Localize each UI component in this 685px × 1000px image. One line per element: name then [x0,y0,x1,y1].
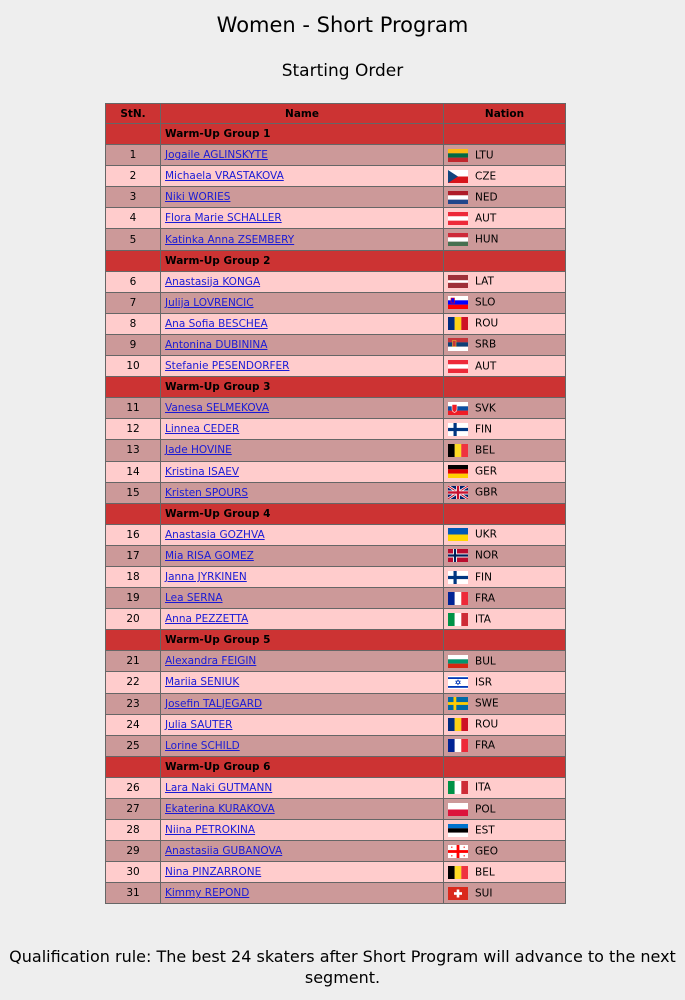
skater-name-cell [161,693,444,714]
nor-flag-icon [448,549,468,562]
nation-code: ITA [475,613,491,626]
nation-code: SUI [475,887,493,900]
table-row [106,693,566,714]
header-stn: StN. [106,104,161,124]
skater-name-link[interactable]: Janna JYRKINEN [165,571,247,584]
group-label: Warm-Up Group 3 [161,377,444,398]
table-row [106,292,566,313]
starting-number: 7 [106,292,161,313]
skater-name-link[interactable]: Niina PETROKINA [165,824,256,837]
skater-name-cell [161,292,444,313]
table-row [106,145,566,166]
skater-name-link[interactable]: Antonina DUBININA [165,338,268,351]
skater-name-cell [161,799,444,820]
table-row [106,566,566,587]
geo-flag-icon [448,845,468,858]
fin-flag-icon [448,423,468,436]
nation-cell [444,566,566,587]
nation-cell [444,777,566,798]
table-row [106,820,566,841]
skater-name-link[interactable]: Ana Sofia BESCHEA [165,317,268,330]
starting-number: 10 [106,356,161,377]
group-label: Warm-Up Group 6 [161,756,444,777]
skater-name-link[interactable]: Nina PINZARRONE [165,866,262,879]
skater-name-link[interactable]: Lea SERNA [165,592,223,605]
nation-code: GER [475,465,498,478]
skater-name-link[interactable]: Katinka Anna ZSEMBERY [165,233,295,246]
group-spacer-cell [106,124,161,145]
srb-flag-icon [448,338,468,351]
skater-name-link[interactable]: Michaela VRASTAKOVA [165,170,284,183]
skater-name-link[interactable]: Stefanie PESENDORFER [165,360,290,373]
starting-number: 24 [106,714,161,735]
nation-cell [444,187,566,208]
skater-name-cell [161,588,444,609]
nation-cell [444,166,566,187]
starting-number: 29 [106,841,161,862]
starting-number: 20 [106,609,161,630]
starting-number: 6 [106,271,161,292]
lat-flag-icon [448,275,468,288]
skater-name-cell [161,777,444,798]
nation-code: SWE [475,697,499,710]
table-row [106,672,566,693]
nation-code: FRA [475,739,496,752]
ita-flag-icon [448,613,468,626]
nation-cell [444,356,566,377]
nation-code: EST [475,824,495,837]
nation-code: SLO [475,296,496,309]
skater-name-cell [161,735,444,756]
nation-cell [444,651,566,672]
skater-name-cell [161,609,444,630]
skater-name-cell [161,482,444,503]
nation-cell [444,693,566,714]
skater-name-link[interactable]: Jade HOVINE [165,444,232,457]
skater-name-cell [161,208,444,229]
fra-flag-icon [448,739,468,752]
skater-name-link[interactable]: Kristina ISAEV [165,465,240,478]
nation-cell [444,313,566,334]
nation-cell [444,735,566,756]
nation-code: AUT [475,212,497,225]
starting-number: 12 [106,419,161,440]
skater-name-cell [161,166,444,187]
group-spacer-cell [444,124,566,145]
nation-cell [444,672,566,693]
slo-flag-icon [448,296,468,309]
starting-number: 27 [106,799,161,820]
group-spacer-cell [444,630,566,651]
warmup-group-row [106,377,566,398]
fin-flag-icon [448,571,468,584]
table-row [106,356,566,377]
nation-cell [444,482,566,503]
nation-cell [444,271,566,292]
starting-number: 9 [106,334,161,355]
nation-code: GBR [475,486,498,499]
nation-code: ITA [475,781,491,794]
skater-name-link[interactable]: Jogaile AGLINSKYTE [165,149,268,162]
bel-flag-icon [448,444,468,457]
skater-name-cell [161,419,444,440]
nation-cell [444,440,566,461]
table-row [106,588,566,609]
skater-name-cell [161,651,444,672]
skater-name-cell [161,883,444,904]
table-row [106,313,566,334]
nation-cell [444,799,566,820]
table-row [106,862,566,883]
bel-flag-icon [448,866,468,879]
starting-number: 25 [106,735,161,756]
skater-name-cell [161,545,444,566]
group-spacer-cell [444,377,566,398]
group-spacer-cell [106,630,161,651]
nation-cell [444,609,566,630]
skater-name-link[interactable]: Anastasiia GUBANOVA [165,845,283,858]
table-row [106,841,566,862]
aut-flag-icon [448,360,468,373]
header-name: Name [161,104,444,124]
table-body [106,124,566,904]
nation-cell [444,229,566,250]
skater-name-link[interactable]: Josefin TALJEGARD [165,697,263,710]
skater-name-cell [161,672,444,693]
warmup-group-row [106,503,566,524]
skater-name-link[interactable]: Linnea CEDER [165,423,240,436]
skater-name-cell [161,714,444,735]
skater-name-link[interactable]: Anna PEZZETTA [165,613,249,626]
cze-flag-icon [448,170,468,183]
skater-name-link[interactable]: Lara Naki GUTMANN [165,781,273,794]
group-label: Warm-Up Group 1 [161,124,444,145]
nation-code: ROU [475,317,499,330]
rou-flag-icon [448,718,468,731]
starting-number: 3 [106,187,161,208]
skater-name-cell [161,398,444,419]
isr-flag-icon [448,676,468,689]
skater-name-cell [161,187,444,208]
starting-number: 21 [106,651,161,672]
header-nation: Nation [444,104,566,124]
skater-name-cell [161,820,444,841]
starting-number: 30 [106,862,161,883]
starting-number: 17 [106,545,161,566]
page-title: Women - Short Program [216,13,469,37]
skater-name-link[interactable]: Mariia SENIUK [165,676,240,689]
skater-name-cell [161,334,444,355]
starting-number: 18 [106,566,161,587]
nation-cell [444,461,566,482]
nation-code: SVK [475,402,496,415]
nation-code: FIN [475,423,492,436]
nation-cell [444,588,566,609]
nation-cell [444,524,566,545]
group-label: Warm-Up Group 4 [161,503,444,524]
swe-flag-icon [448,697,468,710]
skater-name-cell [161,229,444,250]
nation-code: ROU [475,718,499,731]
skater-name-link[interactable]: Flora Marie SCHALLER [165,212,282,225]
skater-name-cell [161,440,444,461]
svk-flag-icon [448,402,468,415]
aut-flag-icon [448,212,468,225]
group-label: Warm-Up Group 5 [161,630,444,651]
skater-name-link[interactable]: Niki WORIES [165,191,231,204]
skater-name-link[interactable]: Anastasija KONGA [165,275,261,288]
starting-number: 23 [106,693,161,714]
hun-flag-icon [448,233,468,246]
nation-cell [444,714,566,735]
nation-code: BUL [475,655,496,668]
starting-number: 1 [106,145,161,166]
table-row [106,735,566,756]
nation-code: NOR [475,549,499,562]
skater-name-cell [161,356,444,377]
table-row [106,271,566,292]
skater-name-cell [161,145,444,166]
page-subtitle: Starting Order [281,61,404,81]
skater-name-link[interactable]: Vanesa SELMEKOVA [165,402,270,415]
nation-code: CZE [475,170,497,183]
table-row [106,461,566,482]
starting-number: 5 [106,229,161,250]
nation-cell [444,820,566,841]
starting-number: 26 [106,777,161,798]
ger-flag-icon [448,465,468,478]
table-row [106,777,566,798]
pol-flag-icon [448,803,468,816]
nation-cell [444,208,566,229]
ltu-flag-icon [448,149,468,162]
skater-name-cell [161,461,444,482]
table-row [106,208,566,229]
nation-code: FIN [475,571,492,584]
nation-cell [444,398,566,419]
skater-name-link[interactable]: Ekaterina KURAKOVA [165,803,275,816]
nation-code: HUN [475,233,499,246]
starting-number: 4 [106,208,161,229]
table-row [106,651,566,672]
nation-cell [444,883,566,904]
group-label: Warm-Up Group 2 [161,250,444,271]
group-spacer-cell [106,250,161,271]
skater-name-link[interactable]: Mia RISA GOMEZ [165,549,254,562]
skater-name-cell [161,524,444,545]
skater-name-link[interactable]: Anastasia GOZHVA [165,528,265,541]
skater-name-link[interactable]: Kimmy REPOND [165,887,250,900]
table-header-row [106,104,566,124]
nation-code: NED [475,191,498,204]
table-row [106,440,566,461]
nation-cell [444,862,566,883]
nation-cell [444,334,566,355]
group-spacer-cell [444,250,566,271]
ita-flag-icon [448,781,468,794]
nation-code: LTU [475,149,494,162]
skater-name-cell [161,271,444,292]
nation-cell [444,841,566,862]
starting-number: 14 [106,461,161,482]
group-spacer-cell [106,503,161,524]
skater-name-cell [161,841,444,862]
skater-name-link[interactable]: Julija LOVRENCIC [165,296,254,309]
starting-number: 2 [106,166,161,187]
skater-name-cell [161,313,444,334]
qualification-rule: Qualification rule: The best 24 skaters after Short Program will advance to the next segment. [9,947,676,987]
starting-number: 13 [106,440,161,461]
warmup-group-row [106,250,566,271]
warmup-group-row [106,756,566,777]
starting-number: 11 [106,398,161,419]
starting-order-table [105,103,566,904]
skater-name-link[interactable]: Julia SAUTER [165,718,233,731]
nation-code: POL [475,803,496,816]
nation-code: FRA [475,592,496,605]
table-row [106,799,566,820]
gbr-flag-icon [448,486,468,499]
group-spacer-cell [444,503,566,524]
nation-code: BEL [475,866,495,879]
fra-flag-icon [448,592,468,605]
skater-name-link[interactable]: Alexandra FEIGIN [165,655,257,668]
bul-flag-icon [448,655,468,668]
ukr-flag-icon [448,528,468,541]
nation-code: BEL [475,444,495,457]
table-row [106,334,566,355]
table-row [106,419,566,440]
starting-number: 31 [106,883,161,904]
ned-flag-icon [448,191,468,204]
warmup-group-row [106,630,566,651]
starting-number: 16 [106,524,161,545]
sui-flag-icon [448,887,468,900]
table-row [106,187,566,208]
table-row [106,524,566,545]
starting-number: 22 [106,672,161,693]
nation-cell [444,545,566,566]
starting-number: 19 [106,588,161,609]
skater-name-cell [161,862,444,883]
nation-cell [444,419,566,440]
nation-code: UKR [475,528,497,541]
rou-flag-icon [448,317,468,330]
starting-number: 28 [106,820,161,841]
starting-number: 8 [106,313,161,334]
table-row [106,883,566,904]
table-row [106,398,566,419]
nation-code: LAT [475,275,494,288]
table-row [106,714,566,735]
table-row [106,482,566,503]
table-row [106,229,566,250]
starting-number: 15 [106,482,161,503]
est-flag-icon [448,824,468,837]
skater-name-cell [161,566,444,587]
table-row [106,609,566,630]
skater-name-link[interactable]: Kristen SPOURS [165,486,249,499]
group-spacer-cell [106,756,161,777]
table-row [106,545,566,566]
skater-name-link[interactable]: Lorine SCHILD [165,739,240,752]
nation-code: AUT [475,360,497,373]
table-row [106,166,566,187]
nation-cell [444,292,566,313]
group-spacer-cell [106,377,161,398]
nation-code: ISR [475,676,493,689]
warmup-group-row [106,124,566,145]
group-spacer-cell [444,756,566,777]
nation-cell [444,145,566,166]
nation-code: SRB [475,338,497,351]
nation-code: GEO [475,845,499,858]
